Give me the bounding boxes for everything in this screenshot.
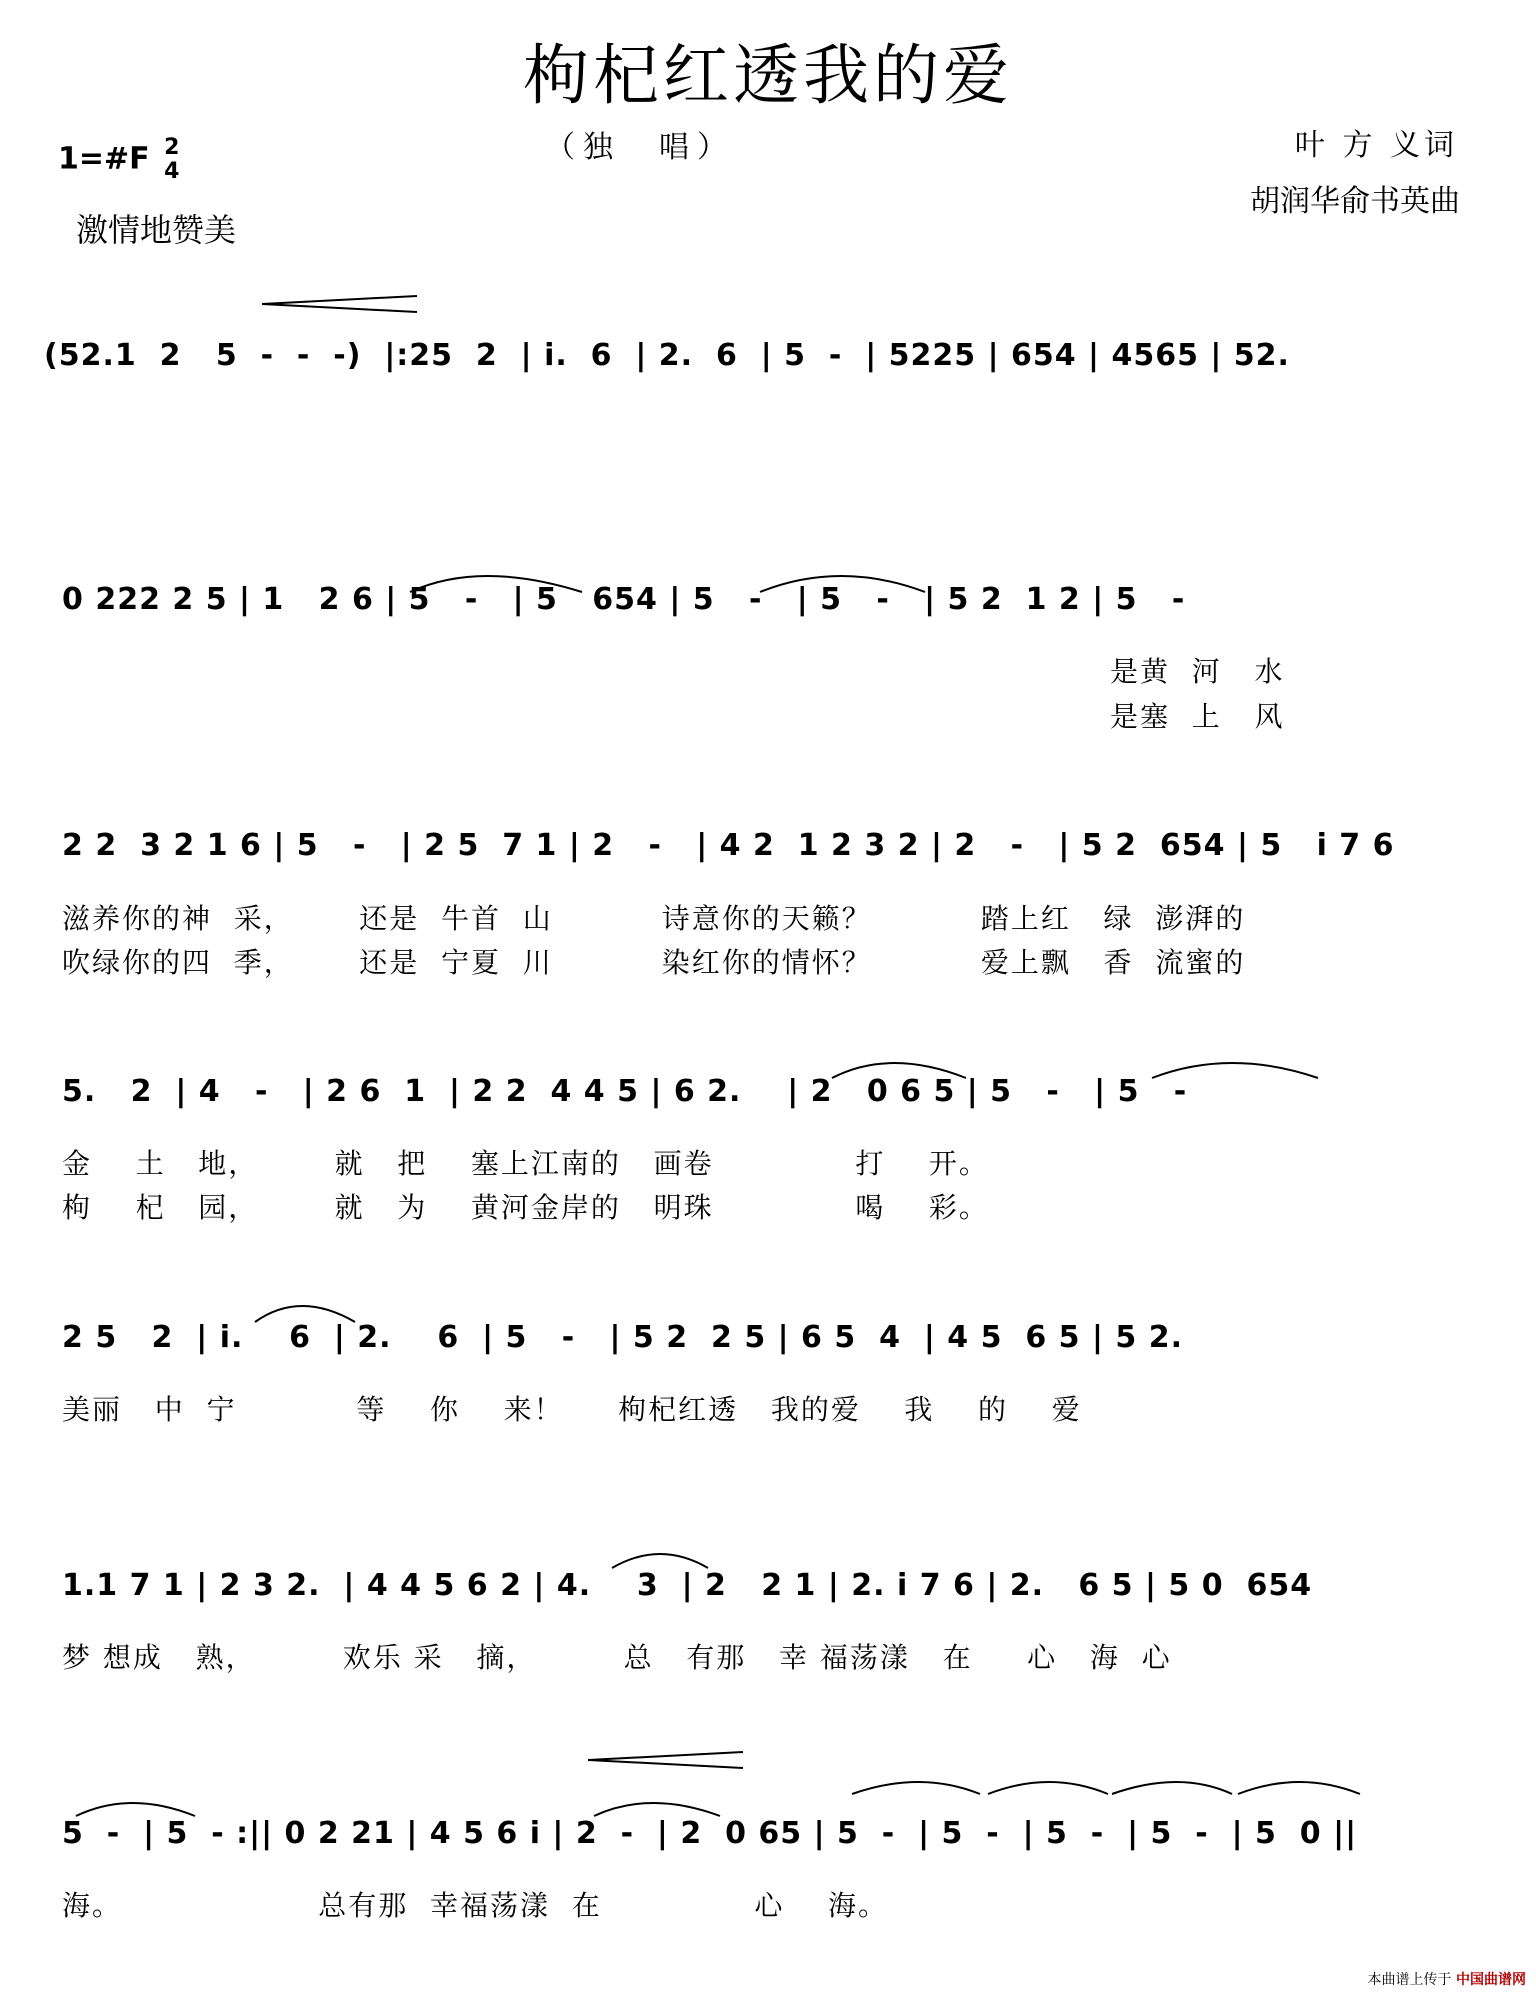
lyric-line-7: 海。 总有那 幸福荡漾 在 心 海。 (62, 1889, 889, 1922)
slur-mark (594, 1803, 720, 1816)
slur-mark (1238, 1782, 1360, 1794)
lyric-line-2b: 是塞 上 风 (1110, 700, 1285, 733)
lyric-line-3a: 滋养你的神 采， 还是 牛首 山 诗意你的天籁？ 踏上红 绿 澎湃的 (62, 902, 1246, 935)
lyric-line-3b: 吹绿你的四 季， 还是 宁夏 川 染红你的情怀？ 爱上飘 香 流蜜的 (62, 946, 1246, 979)
slur-mark (832, 1063, 966, 1078)
lyric-line-6: 梦 想成 熟， 欢乐 采 摘， 总 有那 幸 福荡漾 在 心 海 心 (62, 1641, 1172, 1674)
time-signature-bottom: 4 (164, 159, 180, 184)
notation-line-3: 2 2 3 2 1 6 | 5 - | 2 5 7 1 | 2 - | 4 2 1 2 3 2 | 2 - | 5 2 654 | 5 i 7 6 (62, 828, 1395, 863)
slur-mark (1112, 1782, 1232, 1794)
tempo-marking: 激情地赞美 (76, 211, 237, 249)
notation-line-5: 2 5 2 | i. 6 | 2. 6 | 5 - | 5 2 2 5 | 6 5 4 | 4 5 6 5 | 5 2. (62, 1320, 1183, 1355)
slur-mark (255, 1306, 355, 1322)
lyricist-credit: 叶 方 义词 (1294, 128, 1458, 163)
lyric-line-4b: 枸 杞 园， 就 为 黄河金岸的 明珠 喝 彩。 (62, 1191, 989, 1224)
composer-credit: 胡润华俞书英曲 (1250, 184, 1460, 219)
key-label: 1=#F (58, 141, 150, 177)
notation-line-6: 1.1 7 1 | 2 3 2. | 4 4 5 6 2 | 4. 3 | 2 2 1 | 2. i 7 6 | 2. 6 5 | 5 0 654 (62, 1568, 1313, 1603)
slur-mark (612, 1554, 708, 1568)
lyric-line-5: 美丽 中 宁 等 你 来！ 枸杞红透 我的爱 我 的 爱 (62, 1393, 1082, 1426)
slur-mark (410, 576, 582, 592)
notation-line-1: (52.1 2 5 - - -) |:25 2 | i. 6 | 2. 6 | 5 - | 5225 | 654 | 4565 | 52. (44, 338, 1290, 373)
notation-line-7: 5 - | 5 - :|| 0 2 21 | 4 5 6 i | 2 - | 2 0 65 | 5 - | 5 - | 5 - | 5 - | 5 0 || (62, 1816, 1358, 1851)
song-title: 枸杞红透我的爱 (523, 37, 1013, 114)
slur-mark (988, 1782, 1108, 1794)
lyric-line-2a: 是黄 河 水 (1110, 655, 1285, 688)
slur-mark (760, 576, 925, 592)
slur-mark (76, 1803, 195, 1816)
footer-prefix: 本曲谱上传于 (1367, 1972, 1452, 1988)
performance-mode: （独 唱） (545, 130, 735, 165)
slur-mark (852, 1782, 980, 1794)
lyric-line-4a: 金 土 地， 就 把 塞上江南的 画卷 打 开。 (62, 1147, 989, 1180)
footer-site: 中国曲谱网 (1456, 1972, 1526, 1988)
notation-line-4: 5. 2 | 4 - | 2 6 1 | 2 2 4 4 5 | 6 2. | 2 0 6 5 | 5 - | 5 - (62, 1074, 1188, 1109)
notation-line-2: 0 222 2 5 | 1 2 6 | 5 - | 5 654 | 5 - | 5 - | 5 2 1 2 | 5 - (62, 582, 1186, 617)
slur-mark (1152, 1063, 1318, 1078)
footer-credit (1368, 1969, 1526, 1989)
time-signature-top: 2 (164, 135, 180, 160)
